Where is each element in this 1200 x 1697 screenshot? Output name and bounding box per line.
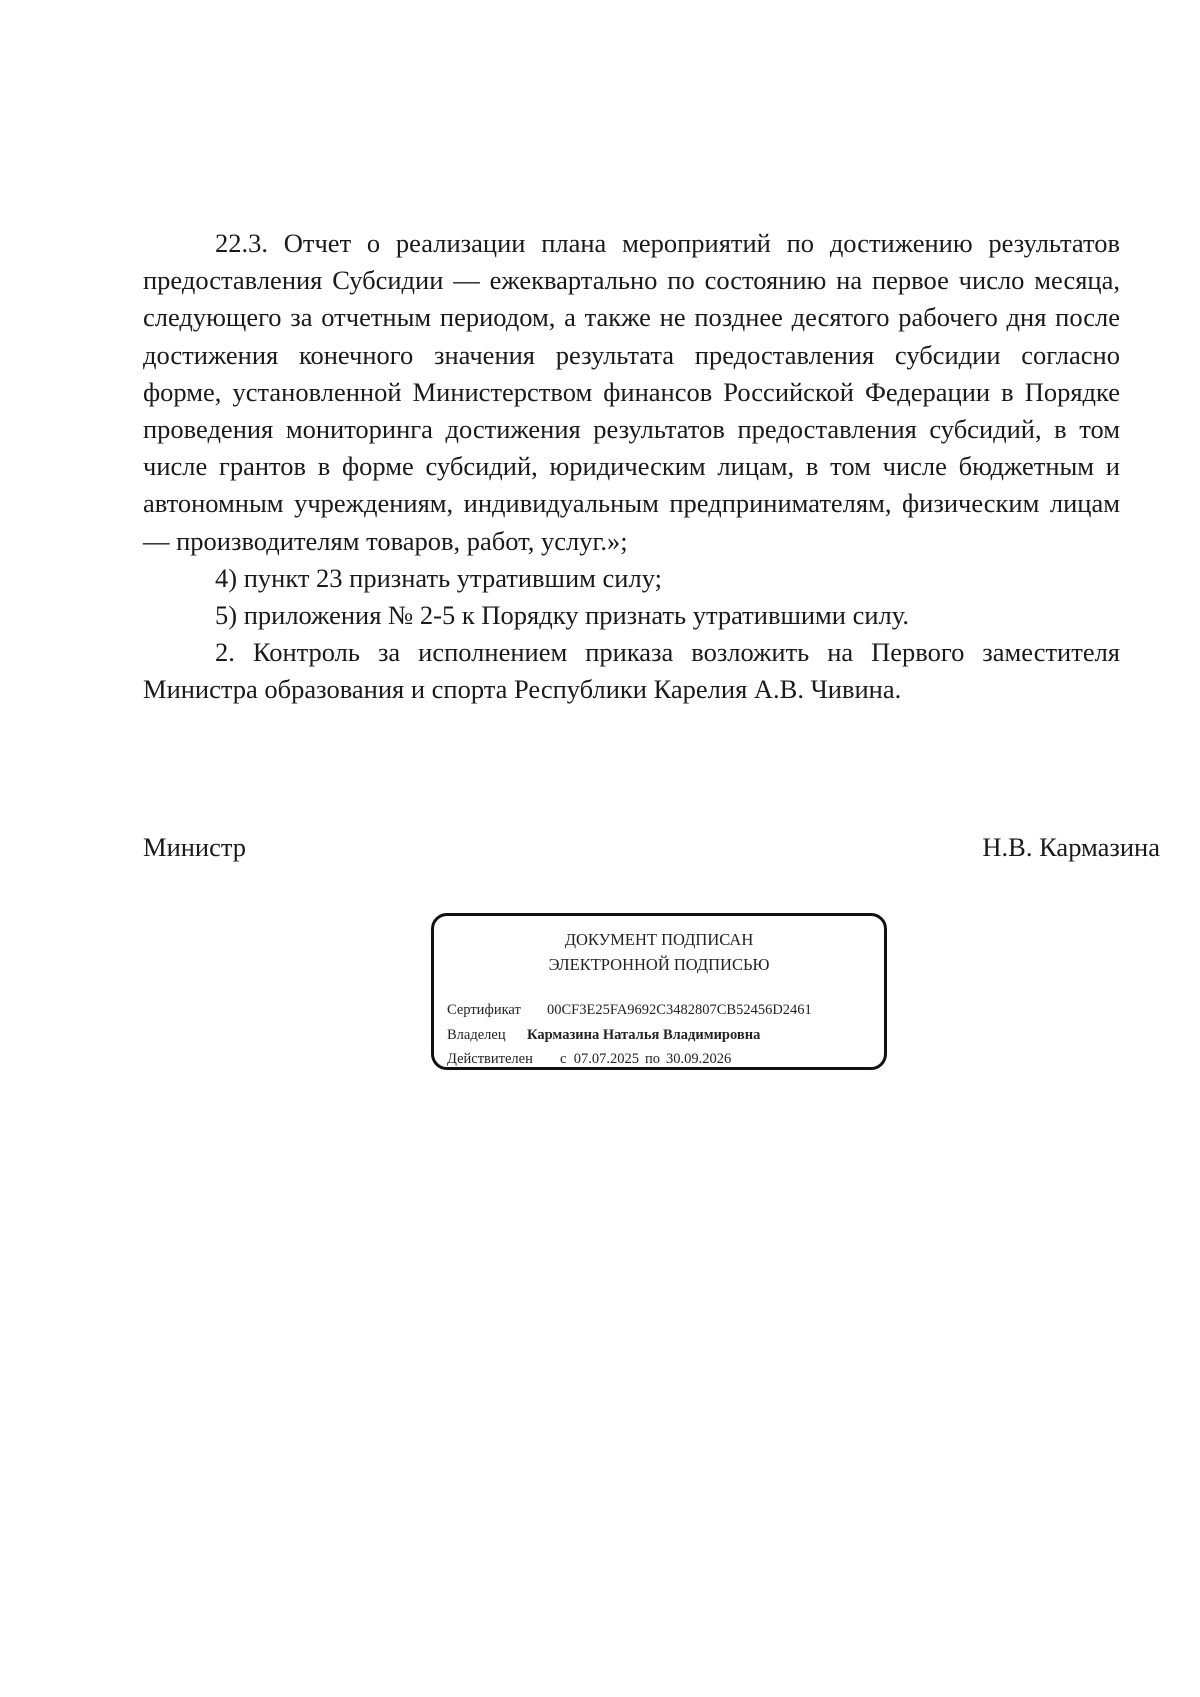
- valid-label: Действителен: [447, 1051, 533, 1067]
- electronic-signature-stamp: [431, 913, 887, 1070]
- stamp-title-line-1: ДОКУМЕНТ ПОДПИСАН: [564, 930, 754, 949]
- stamp-title: [434, 927, 884, 977]
- signer-name: Н.В. Кармазина: [982, 832, 1160, 862]
- owner-value: Кармазина Наталья Владимировна: [527, 1027, 761, 1043]
- certificate-label: Сертификат: [447, 1002, 521, 1018]
- paragraph-item-5: 5) приложения № 2-5 к Порядку признать утратившими силу.: [215, 600, 910, 631]
- signer-position: Министр: [143, 832, 247, 862]
- valid-from-word: с: [560, 1051, 567, 1067]
- stamp-certificate-row: [447, 1000, 812, 1020]
- valid-to-date: 30.09.2026: [665, 1051, 732, 1067]
- stamp-validity-row: [447, 1049, 731, 1069]
- owner-label: Владелец: [447, 1027, 506, 1043]
- paragraph-item-4: 4) пункт 23 признать утратившим силу;: [215, 562, 662, 593]
- paragraph-control: 2. Контроль за исполнением приказа возложить на Первого заместителя Министра образования и спорта Республики Карелия А.В. Чивина.: [143, 637, 1120, 705]
- signature-block: [143, 829, 1160, 866]
- valid-from-date: 07.07.2025: [573, 1051, 639, 1067]
- paragraph-22-3: 22.3. Отчет о реализации плана мероприятий по достижению результатов предоставления Субсидии — ежеквартально по состоянию на первое число месяца, следующего за отчетным периодом, а также не позднее десятого рабочего дня после достижения конечного значения результата предоставления субсидии согласно форме, установленной Министерством финансов Российской Федерации в Порядке проведения мониторинга достижения результатов предоставления субсидий, в том числе грантов в форме субсидий, юридическим лицам, в том числе бюджетным и автономным учреждениям, индивидуальным предпринимателям, физическим лицам — производителям товаров, работ, услуг.»;: [143, 228, 1120, 556]
- stamp-owner-row: [447, 1025, 760, 1045]
- certificate-value: 00CF3E25FA9692C3482807CB52456D2461: [547, 1002, 812, 1018]
- stamp-title-line-2: ЭЛЕКТРОННОЙ ПОДПИСЬЮ: [548, 955, 770, 974]
- document-body: [143, 225, 1120, 709]
- valid-to-word: по: [644, 1051, 660, 1067]
